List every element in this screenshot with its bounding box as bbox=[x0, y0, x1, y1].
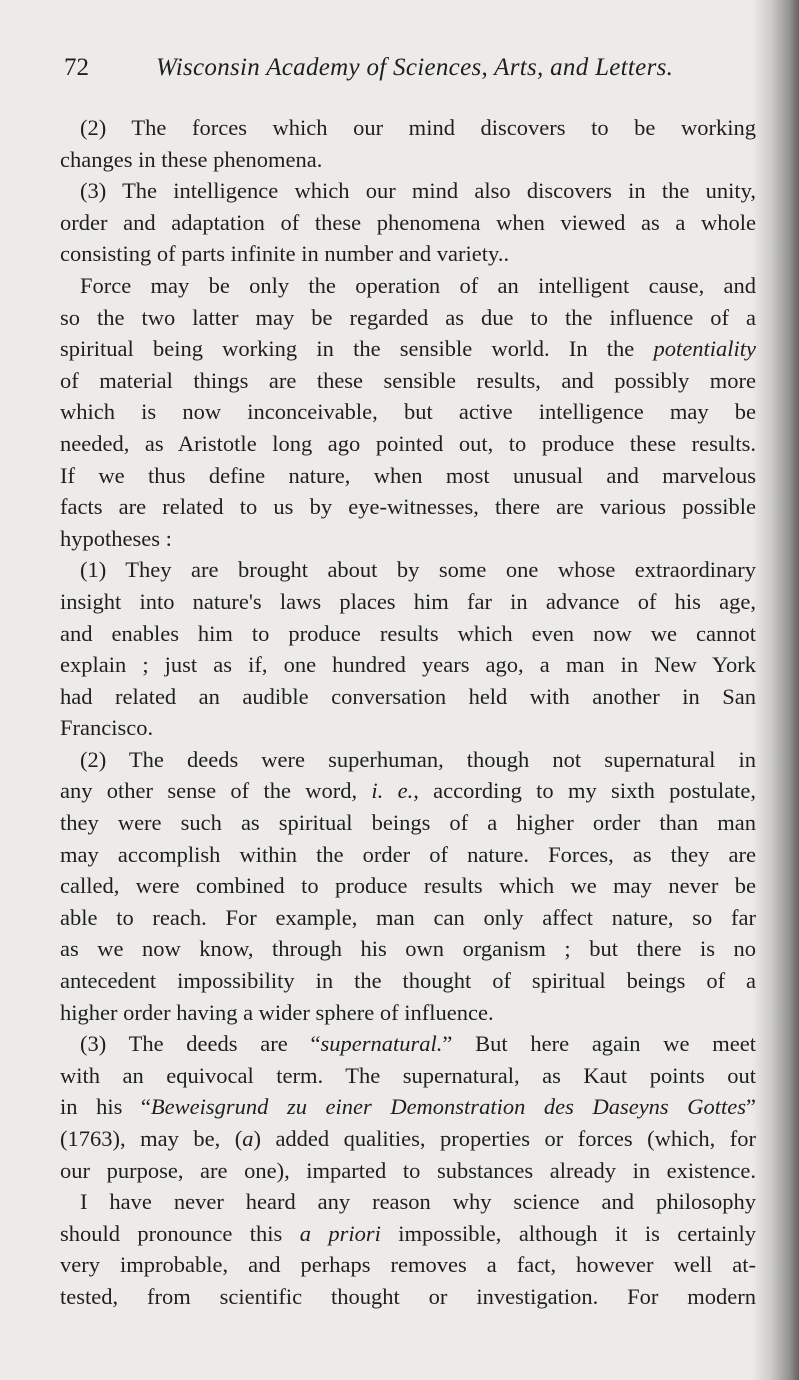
text-line: needed, as Aristotle long ago pointed out, to produce these results. bbox=[60, 430, 756, 456]
text-line: (2) The deeds were superhuman, though not supernatural in bbox=[80, 746, 756, 772]
page-number: 72 bbox=[64, 54, 89, 81]
text-line: (1) They are brought about by some one whose extraordinary bbox=[80, 557, 756, 583]
text-line: (1763), may be, (a) added qualities, properties or forces (which, for bbox=[60, 1126, 757, 1151]
text-line: order and adaptation of these phenomena when viewed as a whole bbox=[60, 209, 756, 235]
text-line: Francisco. bbox=[60, 715, 154, 741]
running-title: Wisconsin Academy of Sciences, Arts, and Letters. bbox=[156, 54, 674, 81]
text-line: If we thus define nature, when most unusual and marvelous bbox=[60, 462, 756, 488]
text-line: should pronounce this a priori impossible, although it is certainly bbox=[60, 1220, 756, 1246]
body-text bbox=[60, 112, 756, 1313]
text-line: tested, from scientific thought or investigation. For modern bbox=[60, 1283, 756, 1309]
text-line: which is now inconceivable, but active intelligence may be bbox=[60, 399, 756, 425]
text-line: and enables him to produce results which even now we cannot bbox=[60, 620, 756, 646]
text-line: with an equivocal term. The supernatural, as Kaut points out bbox=[60, 1062, 756, 1088]
text-line: antecedent impossibility in the thought of spiritual beings of a bbox=[60, 968, 756, 994]
text-line: explain ; just as if, one hundred years ago, a man in New York bbox=[60, 652, 756, 678]
text-line: our purpose, are one), imparted to substances already in existence. bbox=[60, 1157, 756, 1183]
text-line: called, were combined to produce results which we may never be bbox=[60, 873, 756, 899]
text-line: consisting of parts infinite in number and variety.. bbox=[60, 241, 510, 267]
text-line: had related an audible conversation held with another in San bbox=[60, 683, 756, 709]
text-line: may accomplish within the order of nature. Forces, as they are bbox=[60, 841, 756, 867]
text-line: (3) The intelligence which our mind also discovers in the unity, bbox=[80, 178, 756, 204]
text-line: spiritual being working in the sensible world. In the potentiality bbox=[60, 336, 756, 362]
text-line: I have never heard any reason why science and philosophy bbox=[80, 1189, 756, 1215]
text-line: facts are related to us by eye-witnesses, there are various possible bbox=[60, 494, 756, 520]
page-header bbox=[64, 50, 754, 86]
text-line: insight into nature's laws places him far in advance of his age, bbox=[60, 588, 756, 614]
text-line: (3) The deeds are “supernatural.” But here again we meet bbox=[80, 1031, 756, 1057]
text-line: in his “Beweisgrund zu einer Demonstration des Daseyns Gottes” bbox=[60, 1094, 756, 1120]
text-line: as we now know, through his own organism ; but there is no bbox=[60, 936, 756, 962]
text-line: of material things are these sensible results, and possibly more bbox=[60, 367, 756, 393]
text-line: higher order having a wider sphere of influence. bbox=[60, 999, 494, 1025]
text-line: hypotheses : bbox=[60, 525, 172, 551]
text-line: they were such as spiritual beings of a higher order than man bbox=[60, 810, 756, 836]
text-line: so the two latter may be regarded as due to the influence of a bbox=[60, 304, 756, 330]
text-line: any other sense of the word, i. e., according to my sixth postulate, bbox=[60, 778, 756, 804]
text-line: Force may be only the operation of an intelligent cause, and bbox=[80, 272, 756, 298]
text-line: very improbable, and perhaps removes a fact, however well at- bbox=[60, 1252, 756, 1278]
text-line: changes in these phenomena. bbox=[60, 146, 323, 172]
text-line: (2) The forces which our mind discovers to be working bbox=[80, 115, 756, 140]
text-line: able to reach. For example, man can only affect nature, so far bbox=[60, 904, 756, 930]
